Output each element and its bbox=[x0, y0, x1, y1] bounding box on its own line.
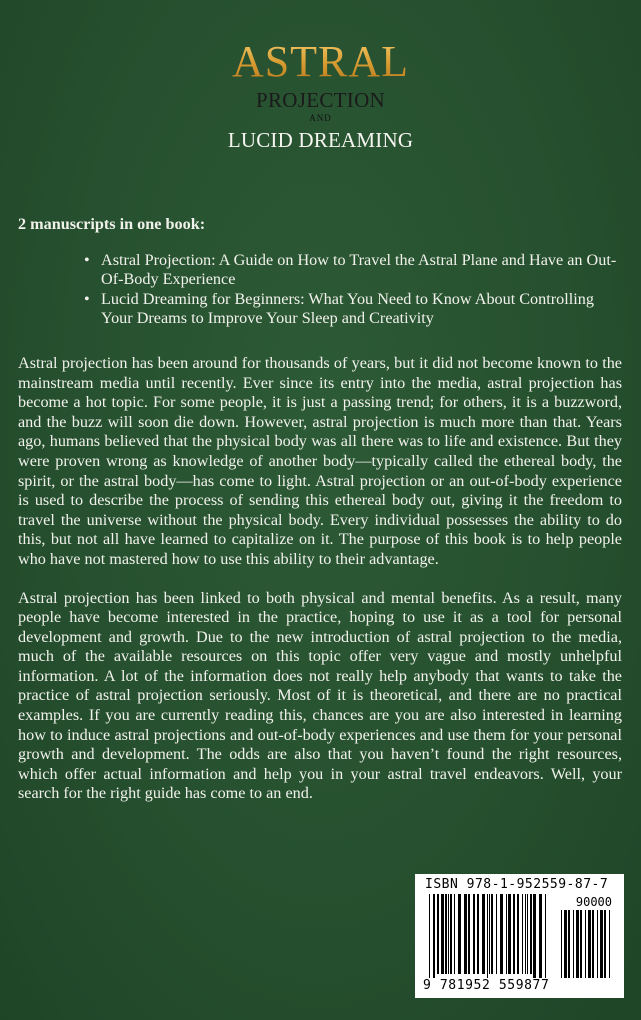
addon-bar bbox=[576, 910, 579, 978]
addon-bar bbox=[568, 910, 570, 978]
barcode-bar bbox=[464, 894, 467, 974]
barcode-bar bbox=[433, 894, 435, 978]
bullet-icon: • bbox=[84, 250, 90, 269]
addon-bar bbox=[580, 910, 582, 978]
barcode-bar bbox=[496, 894, 497, 974]
isbn-label: ISBN 978-1-952559-87-7 bbox=[425, 877, 609, 892]
price-code: 90000 bbox=[575, 895, 612, 909]
barcode-bar bbox=[491, 894, 493, 974]
addon-bar bbox=[588, 910, 591, 978]
barcode-bar bbox=[500, 894, 503, 974]
barcode-bar bbox=[429, 894, 430, 978]
barcode-bar bbox=[437, 894, 439, 974]
isbn-digits: 9 781952 559877 bbox=[423, 978, 550, 993]
barcode-bar bbox=[525, 894, 526, 974]
barcode-bar bbox=[530, 894, 532, 974]
list-item bbox=[84, 290, 622, 329]
intro-heading: 2 manuscripts in one book: bbox=[18, 215, 206, 233]
addon-bar bbox=[564, 910, 567, 978]
title-subtitle: PROJECTION bbox=[255, 88, 385, 112]
title-second: LUCID DREAMING bbox=[227, 128, 414, 152]
list-item-text: Lucid Dreaming for Beginners: What You Need to Know About Controlling Your Dreams to Improve Your Sleep and Creativity bbox=[101, 289, 594, 328]
barcode-bar bbox=[441, 894, 444, 974]
list-item-text: Astral Projection: A Guide on How to Travel the Astral Plane and Have an Out-Of-Body Experience bbox=[101, 250, 617, 289]
barcode-bar bbox=[468, 894, 470, 974]
barcode-bar bbox=[489, 894, 490, 974]
addon-bar bbox=[609, 910, 610, 978]
title-and: AND bbox=[309, 113, 332, 123]
barcode-bar bbox=[448, 894, 449, 974]
barcode-bar bbox=[527, 894, 528, 974]
barcode-bar bbox=[513, 894, 515, 974]
addon-bar bbox=[597, 910, 598, 978]
paragraph-2: Astral projection has been linked to both physical and mental benefits. As a result, many people have become interested in the practice, hoping to use it as a tool for personal development and growth. Due to the new introduction of astral projection to the media, much of the available resources on this topic offer very vague and mostly unhelpful information. A lot of the information does not really help anybody that wants to take the practice of astral projection seriously. Most of it is theoretical, and there are no practical examples. If you are currently reading this, chances are you are also interested in learning how to induce astral projections and out-of-body experiences and use them for your personal growth and development. The odds are also that you haven’t found the right resources, which offer actual information and help you in your astral travel endeavors. Well, your search for the right guide has come to an end. bbox=[18, 588, 622, 803]
manuscript-list bbox=[18, 251, 622, 329]
book-title bbox=[0, 37, 641, 152]
paragraph-1: Astral projection has been around for thousands of years, but it did not become known to the mainstream media until recently. Ever since its entry into the media, astral projection has become a hot topic. For some people, it is just a passing trend; for others, it is a buzzword, and the buzz will soon die down. However, astral projection is much more than that. Years ago, humans believed that the physical body was all there was to life and existence. But they were proven wrong as knowledge of another body—typically called the ethereal body, the spirit, or the astral body—has come to light. Astral projection or an out-of-body experience is used to describe the process of sending this ethereal body out, giving it the freedom to travel the universe without the physical body. Every individual possesses the ability to do this, but not all have learned to capitalize on it. The purpose of this book is to help people who have not mastered how to use this ability to their advantage. bbox=[18, 353, 622, 568]
addon-bar bbox=[573, 910, 574, 978]
barcode-bar bbox=[522, 894, 523, 974]
addon-bar bbox=[561, 910, 562, 978]
addon-bar bbox=[592, 910, 594, 978]
bullet-icon: • bbox=[84, 289, 90, 308]
addon-bar bbox=[585, 910, 586, 978]
barcode-bar bbox=[458, 894, 461, 974]
barcode-bar bbox=[545, 894, 546, 978]
barcode-bar bbox=[445, 894, 447, 974]
barcode bbox=[415, 874, 624, 998]
title-main: ASTRAL bbox=[0, 40, 641, 84]
barcode-bar bbox=[517, 894, 519, 974]
barcode-bar bbox=[539, 894, 542, 978]
barcode-bar bbox=[450, 894, 452, 974]
barcode-bar bbox=[477, 894, 479, 974]
barcode-bar bbox=[454, 894, 455, 974]
barcode-bar bbox=[533, 894, 536, 978]
barcode-bar bbox=[487, 894, 488, 978]
barcode-bar bbox=[482, 894, 485, 974]
barcode-bar bbox=[473, 894, 475, 974]
barcode-bar bbox=[508, 894, 511, 974]
barcode-bar bbox=[506, 894, 507, 974]
list-item bbox=[84, 251, 622, 290]
description bbox=[18, 215, 622, 804]
addon-bar bbox=[600, 910, 603, 978]
addon-bar bbox=[604, 910, 606, 978]
